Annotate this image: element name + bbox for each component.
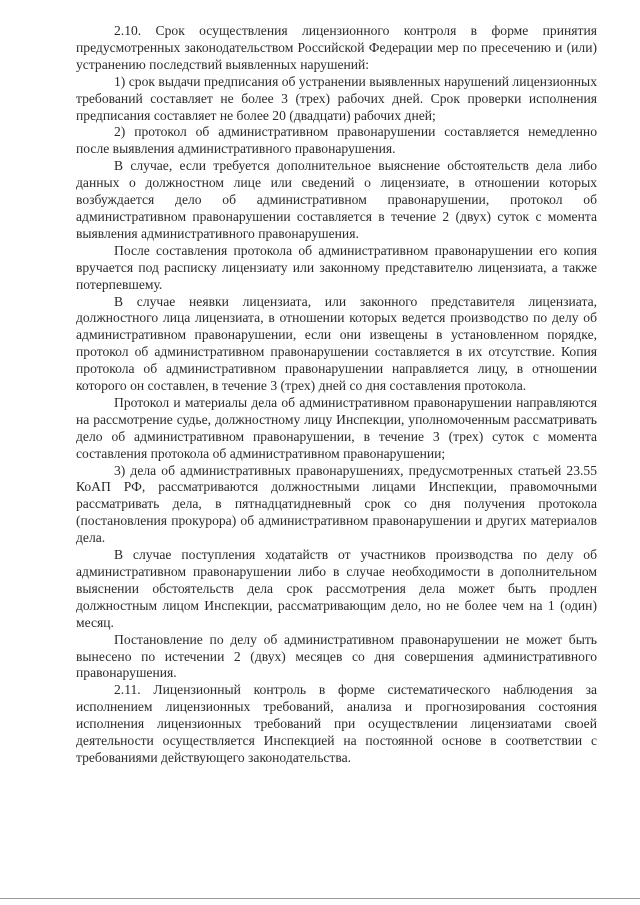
- paragraph-resolution-deadline: Постановление по делу об административном правонарушении не может быть вынесено по истечении 2 (двух) месяцев со дня совершения административного правонарушения.: [76, 631, 597, 681]
- paragraph-protocol-copy: После составления протокола об административном правонарушении его копия вручается под расписку лицензиату или законному представителю лицензиата, а также потерпевшему.: [76, 242, 597, 292]
- paragraph-2-10: 2.10. Срок осуществления лицензионного контроля в форме принятия предусмотренных законодательством Российской Федерации мер по пресечению и (или) устранению последствий выявленных нарушений:: [76, 23, 597, 72]
- paragraph-non-appearance: В случае неявки лицензиата, или законного представителя лицензиата, должностного лица лицензиата, в отношении которых ведется производство по делу об административном правонарушении, если они извещены в установленном порядке, протокол об административном правонарушении составляется в их отсутствие. Копия протокола об административном правонарушении направляется лицу, в отношении которого он составлен, в течение 3 (трех) дней со дня составления протокола.: [76, 293, 597, 394]
- paragraph-petitions: В случае поступления ходатайств от участников производства по делу об административном правонарушении либо в случае необходимости в дополнительном выяснении обстоятельств дела срок рассмотрения дела может быть продлен должностным лицом Инспекции, рассматривающим дело, но не более чем на 1 (один) месяц.: [76, 547, 597, 630]
- bottom-divider: [0, 898, 640, 899]
- paragraph-item-3: 3) дела об административных правонарушениях, предусмотренных статьей 23.55 КоАП РФ, рассматриваются должностными лицами Инспекции, правомочными рассматривать дела, в пятнадцатидневный срок со дня получения протокола (постановления прокурора) об административном правонарушении и других материалов дела.: [76, 462, 597, 546]
- document-body: [76, 23, 597, 767]
- paragraph-additional-clarification: В случае, если требуется дополнительное выяснение обстоятельств дела либо данных о должностном лице или сведений о лицензиате, в отношении которых возбуждается дело об административном правонарушении, протокол об административном правонарушении составляется в течение 2 (двух) суток с момента выявления административного правонарушения.: [76, 158, 597, 241]
- paragraph-2-11: 2.11. Лицензионный контроль в форме систематического наблюдения за исполнением лицензионных требований, анализа и прогнозирования состояния исполнения лицензионных требований при осуществлении лицензиатами своей деятельности осуществляется Инспекцией на постоянной основе в соответствии с требованиями действующего законодательства.: [76, 682, 597, 765]
- paragraph-item-2: 2) протокол об административном правонарушении составляется немедленно после выявления административного правонарушения.: [76, 124, 597, 157]
- paragraph-protocol-materials: Протокол и материалы дела об административном правонарушении направляются на рассмотрение судье, должностному лицу Инспекции, уполномоченным рассматривать дело об административном правонарушении, в течение 3 (трех) суток с момента составления протокола об административном правонарушении;: [76, 394, 597, 461]
- paragraph-item-1: 1) срок выдачи предписания об устранении выявленных нарушений лицензионных требований составляет не более 3 (трех) рабочих дней. Срок проверки исполнения предписания составляет не более 20 (двадцати) рабочих дней;: [76, 73, 597, 123]
